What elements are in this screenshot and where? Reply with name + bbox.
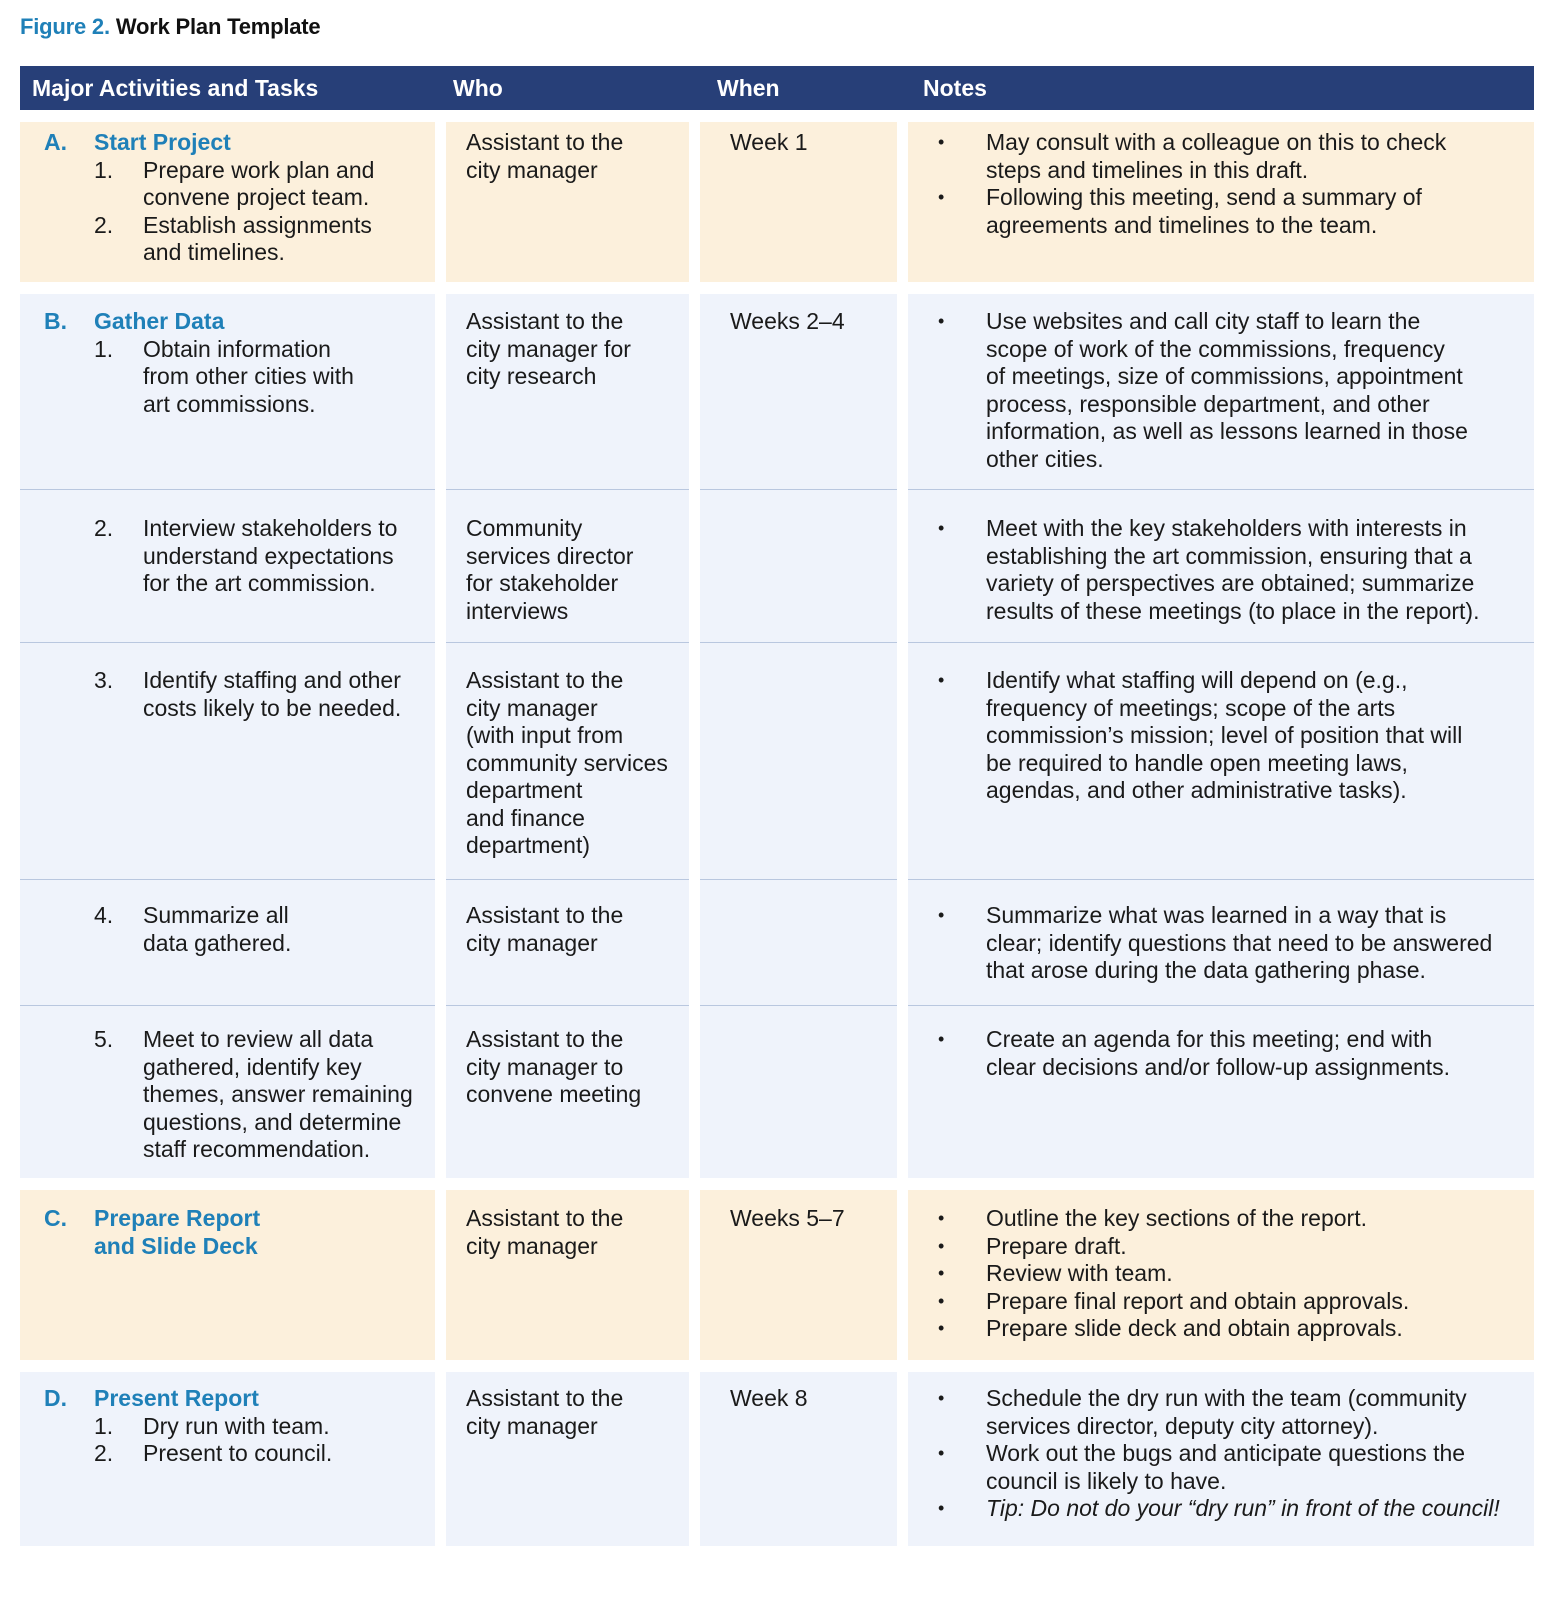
- bullet-icon: •: [938, 1208, 945, 1228]
- note-text: of meetings, size of commissions, appointment: [986, 363, 1463, 389]
- note-text: Review with team.: [986, 1260, 1173, 1286]
- row-divider: [20, 1005, 435, 1006]
- row-divider: [20, 642, 435, 643]
- who-text: department): [466, 832, 591, 858]
- note-text: Identify what staffing will depend on (e.g.,: [986, 667, 1408, 693]
- who-text: city manager: [466, 1232, 598, 1259]
- section-b-row-2-col3: [700, 490, 897, 642]
- note-text: Meet with the key stakeholders with interests in: [986, 515, 1467, 541]
- who-text: Assistant to the: [466, 1385, 624, 1411]
- task-text: Dry run with team.: [143, 1412, 330, 1439]
- who-text: (with input from: [466, 722, 624, 748]
- who-text: convene meeting: [466, 1081, 642, 1107]
- task-text: Interview stakeholders to: [143, 515, 398, 541]
- task-number: 1.: [94, 1412, 114, 1439]
- task-text: themes, answer remaining: [143, 1081, 413, 1107]
- who-text: Assistant to the: [466, 129, 624, 155]
- row-divider: [446, 489, 689, 490]
- note-text: Tip: Do not do your “dry run” in front of the council!: [986, 1495, 1500, 1521]
- table-header: [20, 66, 1534, 110]
- note-text: establishing the art commission, ensuring that a: [986, 542, 1472, 569]
- section-a-letter: A.: [44, 129, 67, 155]
- note-text: be required to handle open meeting laws,: [986, 749, 1408, 776]
- row-divider: [908, 642, 1534, 643]
- who-text: Assistant to the: [466, 308, 624, 334]
- note-text: steps and timelines in this draft.: [986, 156, 1309, 183]
- task-text: Obtain information: [143, 335, 331, 362]
- task-text: convene project team.: [143, 184, 370, 210]
- bullet-icon: •: [938, 187, 945, 207]
- note-text: process, responsible department, and other: [986, 390, 1430, 417]
- section-a-title: Start Project: [94, 129, 231, 155]
- bullet-icon: •: [938, 1235, 945, 1256]
- who-text: city manager: [466, 156, 598, 183]
- note-text: Summarize what was learned in a way that is: [986, 902, 1447, 928]
- who-text: and finance: [466, 804, 585, 831]
- note-text: clear; identify questions that need to be answered: [986, 929, 1493, 956]
- section-c-title: and Slide Deck: [94, 1232, 258, 1259]
- when-text: Weeks 5–7: [730, 1205, 845, 1231]
- row-divider: [908, 489, 1534, 490]
- task-text: costs likely to be needed.: [143, 694, 402, 721]
- task-text: understand expectations: [143, 542, 394, 569]
- who-text: department: [466, 777, 583, 803]
- bullet-icon: •: [938, 1388, 945, 1408]
- row-divider: [700, 642, 897, 643]
- row-divider: [446, 879, 689, 880]
- bullet-icon: •: [938, 1290, 945, 1311]
- task-text: Identify staffing and other: [143, 667, 401, 693]
- note-text: Use websites and call city staff to learn the: [986, 308, 1421, 334]
- bullet-icon: •: [938, 1318, 945, 1338]
- task-number: 2.: [94, 515, 114, 541]
- section-d-title: Present Report: [94, 1385, 259, 1411]
- who-text: services director: [466, 542, 634, 569]
- note-text: Following this meeting, send a summary of: [986, 184, 1422, 210]
- row-divider: [908, 1005, 1534, 1006]
- task-text: art commissions.: [143, 390, 316, 417]
- bullet-icon: •: [938, 905, 945, 925]
- note-text: commission’s mission; level of position that will: [986, 722, 1463, 748]
- task-text: data gathered.: [143, 929, 292, 956]
- row-divider: [20, 879, 435, 880]
- who-text: Community: [466, 515, 583, 541]
- note-text: scope of work of the commissions, frequency: [986, 335, 1445, 362]
- bullet-icon: •: [938, 518, 945, 538]
- note-text: clear decisions and/or follow-up assignments.: [986, 1053, 1451, 1080]
- when-text: Week 8: [730, 1385, 808, 1411]
- who-text: Assistant to the: [466, 667, 624, 693]
- header-when: When: [717, 75, 780, 101]
- who-text: Assistant to the: [466, 1205, 624, 1231]
- bullet-icon: •: [938, 1443, 945, 1463]
- note-text: Create an agenda for this meeting; end with: [986, 1026, 1433, 1052]
- note-text: variety of perspectives are obtained; summarize: [986, 570, 1475, 596]
- task-number: 2.: [94, 1440, 114, 1466]
- who-text: city manager for: [466, 335, 631, 362]
- bullet-icon: •: [938, 132, 945, 152]
- who-text: Assistant to the: [466, 902, 624, 928]
- note-text: results of these meetings (to place in the report).: [986, 597, 1480, 624]
- note-text: Prepare draft.: [986, 1232, 1127, 1259]
- task-number: 2.: [94, 211, 114, 238]
- who-text: city research: [466, 363, 597, 389]
- section-b-row-4-col3: [700, 880, 897, 1005]
- task-text: from other cities with: [143, 363, 354, 389]
- note-text: Prepare final report and obtain approvals.: [986, 1287, 1410, 1314]
- task-number: 1.: [94, 335, 114, 362]
- bullet-icon: •: [938, 311, 945, 331]
- note-text: council is likely to have.: [986, 1467, 1227, 1494]
- note-text: May consult with a colleague on this to check: [986, 129, 1447, 155]
- figure-number: Figure 2.: [20, 14, 110, 39]
- note-text: that arose during the data gathering phase.: [986, 957, 1426, 983]
- when-text: Week 1: [730, 129, 808, 155]
- task-number: 1.: [94, 156, 114, 183]
- row-divider: [908, 879, 1534, 880]
- section-b-letter: B.: [44, 308, 67, 334]
- who-text: Assistant to the: [466, 1026, 624, 1052]
- note-text: agendas, and other administrative tasks).: [986, 777, 1407, 803]
- row-divider: [20, 489, 435, 490]
- row-divider: [446, 642, 689, 643]
- bullet-icon: •: [938, 670, 945, 690]
- row-divider: [700, 489, 897, 490]
- task-text: questions, and determine: [143, 1108, 402, 1135]
- task-text: and timelines.: [143, 239, 285, 265]
- note-text: other cities.: [986, 445, 1104, 472]
- section-c-title: Prepare Report: [94, 1205, 261, 1231]
- row-divider: [446, 1005, 689, 1006]
- task-text: Prepare work plan and: [143, 156, 375, 183]
- task-text: Meet to review all data: [143, 1026, 374, 1052]
- task-number: 3.: [94, 667, 114, 693]
- figure-caption: Work Plan Template: [115, 14, 321, 39]
- when-text: Weeks 2–4: [730, 308, 845, 334]
- note-text: services director, deputy city attorney).: [986, 1412, 1379, 1439]
- row-divider: [700, 879, 897, 880]
- task-text: Present to council.: [143, 1440, 333, 1466]
- row-divider: [700, 1005, 897, 1006]
- who-text: city manager: [466, 929, 598, 956]
- note-text: information, as well as lessons learned in those: [986, 418, 1468, 444]
- header-activities: Major Activities and Tasks: [32, 75, 319, 101]
- note-text: agreements and timelines to the team.: [986, 211, 1378, 238]
- section-d-letter: D.: [44, 1385, 67, 1411]
- section-c-letter: C.: [44, 1205, 67, 1231]
- who-text: city manager to: [466, 1053, 624, 1080]
- note-text: Work out the bugs and anticipate questions the: [986, 1440, 1466, 1466]
- who-text: for stakeholder: [466, 570, 619, 596]
- task-number: 5.: [94, 1026, 114, 1052]
- task-text: gathered, identify key: [143, 1053, 362, 1080]
- who-text: city manager: [466, 1412, 598, 1439]
- note-text: frequency of meetings; scope of the arts: [986, 694, 1396, 721]
- note-text: Prepare slide deck and obtain approvals.: [986, 1315, 1403, 1341]
- figure-title: [20, 14, 320, 40]
- who-text: community services: [466, 749, 668, 776]
- who-text: city manager: [466, 694, 598, 721]
- note-text: Schedule the dry run with the team (community: [986, 1385, 1467, 1411]
- bullet-icon: •: [938, 1263, 945, 1283]
- section-b-row-3-col3: [700, 643, 897, 879]
- task-text: Establish assignments: [143, 211, 372, 238]
- section-b-title: Gather Data: [94, 308, 225, 334]
- task-number: 4.: [94, 902, 114, 928]
- task-text: Summarize all: [143, 902, 289, 928]
- header-notes: Notes: [923, 75, 987, 101]
- note-text: Outline the key sections of the report.: [986, 1205, 1367, 1231]
- bullet-icon: •: [938, 1498, 945, 1518]
- header-who: Who: [453, 75, 503, 101]
- bullet-icon: •: [938, 1029, 945, 1049]
- task-text: staff recommendation.: [143, 1136, 371, 1162]
- section-b-row-5-col3: [700, 1006, 897, 1178]
- who-text: interviews: [466, 597, 569, 624]
- task-text: for the art commission.: [143, 570, 376, 596]
